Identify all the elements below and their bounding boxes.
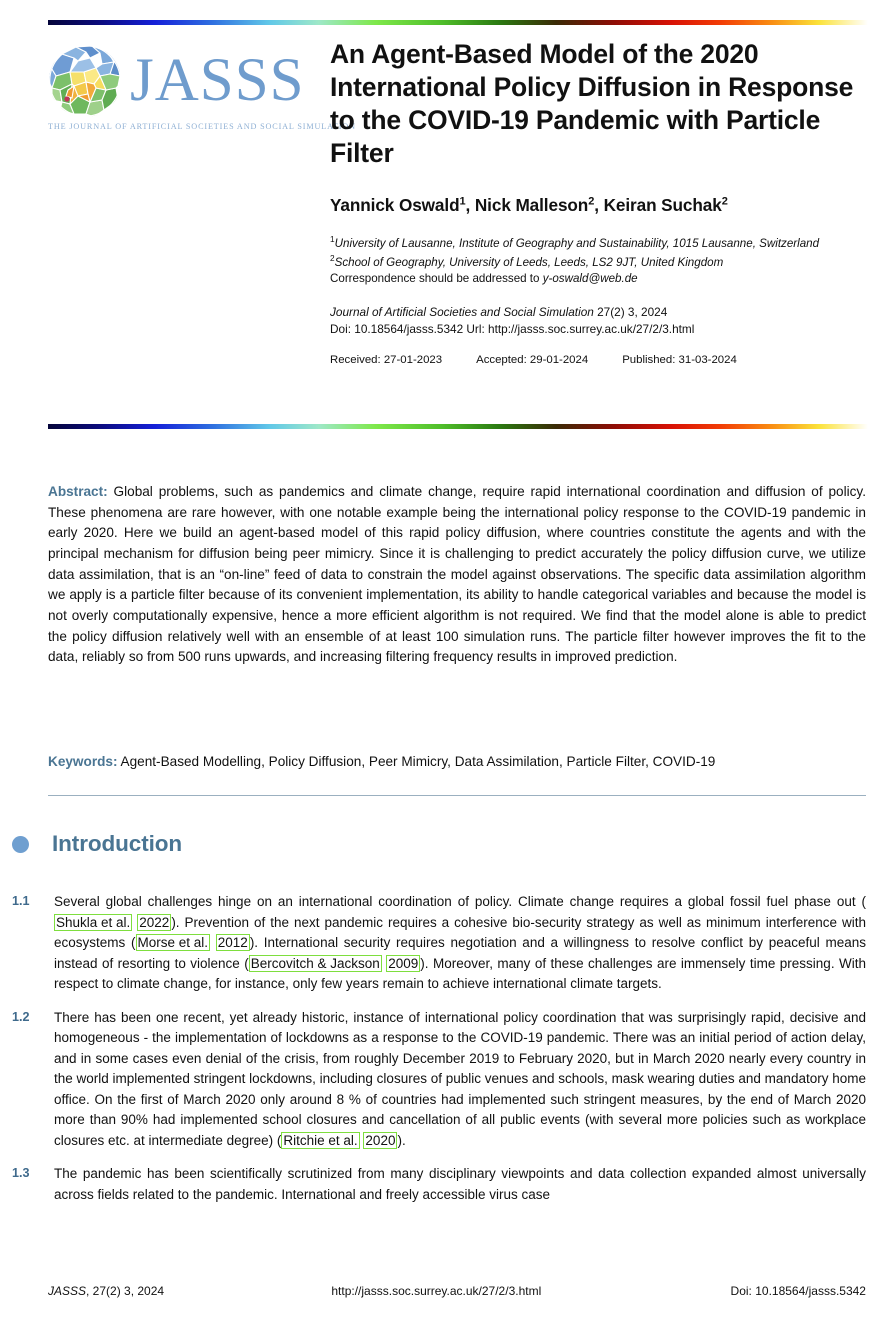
author-sep-1: , [465, 195, 475, 216]
affiliation-1-text: University of Lausanne, Institute of Geography and Sustainability, 1015 Lausanne, Switzerland [334, 237, 820, 251]
citation-link[interactable]: Morse et al. [137, 935, 209, 951]
abstract-section [48, 482, 866, 668]
citation-link[interactable]: Ritchie et al. [283, 1132, 358, 1148]
keywords-section [48, 752, 866, 772]
affiliation-2 [330, 253, 868, 271]
footer-issue: , 27(2) 3, 2024 [86, 1284, 165, 1298]
affiliation-2-text: School of Geography, University of Leeds, Leeds, LS2 9JT, United Kingdom [334, 255, 724, 269]
footer-url[interactable]: http://jasss.soc.surrey.ac.uk/27/2/3.html [331, 1284, 542, 1298]
article-header [48, 38, 868, 418]
journal-name: Journal of Artificial Societies and Social Simulation [330, 304, 594, 319]
title-and-meta [330, 38, 868, 366]
journal-issue: 27(2) 3, 2024 [593, 304, 668, 319]
abstract-text: Global problems, such as pandemics and climate change, require rapid international coordination and diffusion of policy. These phenomena are rare however, with one notable example being the international policy response to the COVID-19 pandemic in early 2020. Here we build an agent-based model of this rapid policy diffusion, where countries constitute the agents and with the principal mechanism for diffusion being peer mimicry. Since it is challenging to predict accurately the policy diffusion curve, we utilize data assimilation, that is an “on-line” feed of data to constrain the model against observations. The specific data assimilation algorithm we apply is a particle filter because of its convenient implementation, its ability to handle categorical variables and because the model is not overly computationally expensive, hence a more efficient algorithm is not required. We find that the model alone is able to predict the policy diffusion relatively well with an ensemble of at least 100 simulation runs. The particle filter however improves the fit to the data, reliably so from 500 runs upwards, and increasing filtering frequency results in improved prediction. [48, 484, 866, 665]
citation-link[interactable]: 2020 [365, 1132, 396, 1148]
journal-wordmark: JASSS [130, 47, 305, 115]
author-name-3: Keiran Suchak [603, 195, 722, 216]
keywords-label: Keywords: [48, 754, 118, 769]
journal-tagline: THE JOURNAL OF ARTIFICIAL SOCIETIES AND SOCIAL SIMULATION [48, 122, 356, 131]
paragraph-number: 1.1 [12, 894, 30, 908]
keywords-divider [48, 795, 866, 796]
author-name-2: Nick Malleson [474, 195, 589, 216]
author-name-1: Yannick Oswald [330, 195, 460, 216]
article-body [12, 892, 866, 1218]
paragraph-text: There has been one recent, yet already historic, instance of international policy coordination that was surprisingly rapid, decisive and homogeneous - the implementation of lockdowns as a response to the COVID-19 pandemic. There was an initial period of action delay, and in some cases even denial of the crisis, from roughly December 2019 to February 2020, but in March 2020 nearly every country in the world implemented stringent lockdowns, including closures of public venues and schools, mask wearing duties and mandatory home office. On the first of March 2020 only around 8 % of countries had implemented such stringent measures, by the end of March 2020 more than 90% had implemented school closures and cancellation of all public events (with several more policies such as workplace closures etc. at intermediate degree) ( Ritchie et al. 2020 ). [54, 1009, 866, 1148]
correspondence-line [330, 271, 868, 287]
citation-link[interactable]: 2022 [139, 914, 170, 930]
top-rainbow-rule [48, 20, 868, 25]
doi-url-line[interactable]: Doi: 10.18564/jasss.5342 Url: http://jasss.soc.surrey.ac.uk/27/2/3.html [330, 321, 695, 336]
citation-link[interactable]: Bercovitch & Jackson [250, 955, 380, 971]
abstract-label: Abstract: [48, 484, 108, 499]
affiliation-marker-1: 1 [330, 234, 335, 245]
paragraph [12, 1164, 866, 1205]
section-heading-introduction [12, 831, 182, 857]
accepted-date: Accepted: 29-01-2024 [476, 353, 589, 366]
journal-citation-line [330, 304, 868, 321]
page-footer [48, 1284, 866, 1298]
paragraph [12, 892, 866, 995]
keywords-text: Agent-Based Modelling, Policy Diffusion, Peer Mimicry, Data Assimilation, Particle Filter, COVID-19 [117, 754, 716, 769]
author-affil-marker-1: 1 [459, 195, 466, 208]
published-date: Published: 31-03-2024 [622, 353, 737, 366]
correspondence-label: Correspondence should be addressed to [330, 272, 543, 286]
author-affil-marker-3: 2 [721, 195, 728, 208]
paragraph [12, 1008, 866, 1152]
footer-doi[interactable]: Doi: 10.18564/jasss.5342 [730, 1284, 866, 1298]
citation-link[interactable]: Shukla et al. [56, 914, 131, 930]
citation-link[interactable]: 2009 [388, 955, 419, 971]
footer-journal-abbrev: JASSS [48, 1284, 87, 1298]
section-title: Introduction [52, 831, 183, 856]
affiliation-marker-2: 2 [330, 252, 335, 263]
paragraph-text: Several global challenges hinge on an international coordination of policy. Climate change requires a global fossil fuel phase out (Shukla et al. 2022 ). Prevention of the next pandemic requires a cohesive bio-security strategy as well as minimum interference with ecosystems ( Morse et al. 2012 ). International security requires negotiation and a willingness to resolve conflict by peaceful means instead of resorting to violence ( Bercovitch & Jackson 2009 ). Moreover, many of these challenges are immensely time pressing. With respect to climate change, for instance, only few years remain to achieve international climate targets. [54, 894, 866, 992]
header-divider-rainbow-rule [48, 424, 868, 429]
author-list [330, 195, 868, 216]
affiliations-block [330, 234, 868, 287]
paragraph-number: 1.2 [12, 1009, 30, 1024]
page-title: An Agent-Based Model of the 2020 International Policy Diffusion in Response to the COVID-19 Pandemic with Particle Filter [330, 39, 854, 168]
citation-link[interactable]: 2012 [217, 935, 248, 951]
author-affil-marker-2: 2 [588, 195, 595, 208]
jasss-globe-mosaic-logo-icon [48, 44, 122, 118]
author-sep-2: , [594, 195, 604, 216]
correspondence-email[interactable]: y-oswald@web.de [542, 272, 638, 286]
received-date: Received: 27-01-2023 [330, 353, 443, 366]
affiliation-1 [330, 234, 868, 252]
journal-branding [48, 44, 356, 131]
publication-info [330, 304, 868, 338]
section-bullet-dot-icon [12, 836, 29, 853]
publication-dates [330, 354, 868, 366]
footer-left [48, 1284, 164, 1298]
paragraph-text: The pandemic has been scientifically scrutinized from many disciplinary viewpoints and data collection expanded almost universally across fields related to the pandemic. International and freely accessible virus case [54, 1166, 866, 1202]
paragraph-number: 1.3 [12, 1166, 30, 1181]
